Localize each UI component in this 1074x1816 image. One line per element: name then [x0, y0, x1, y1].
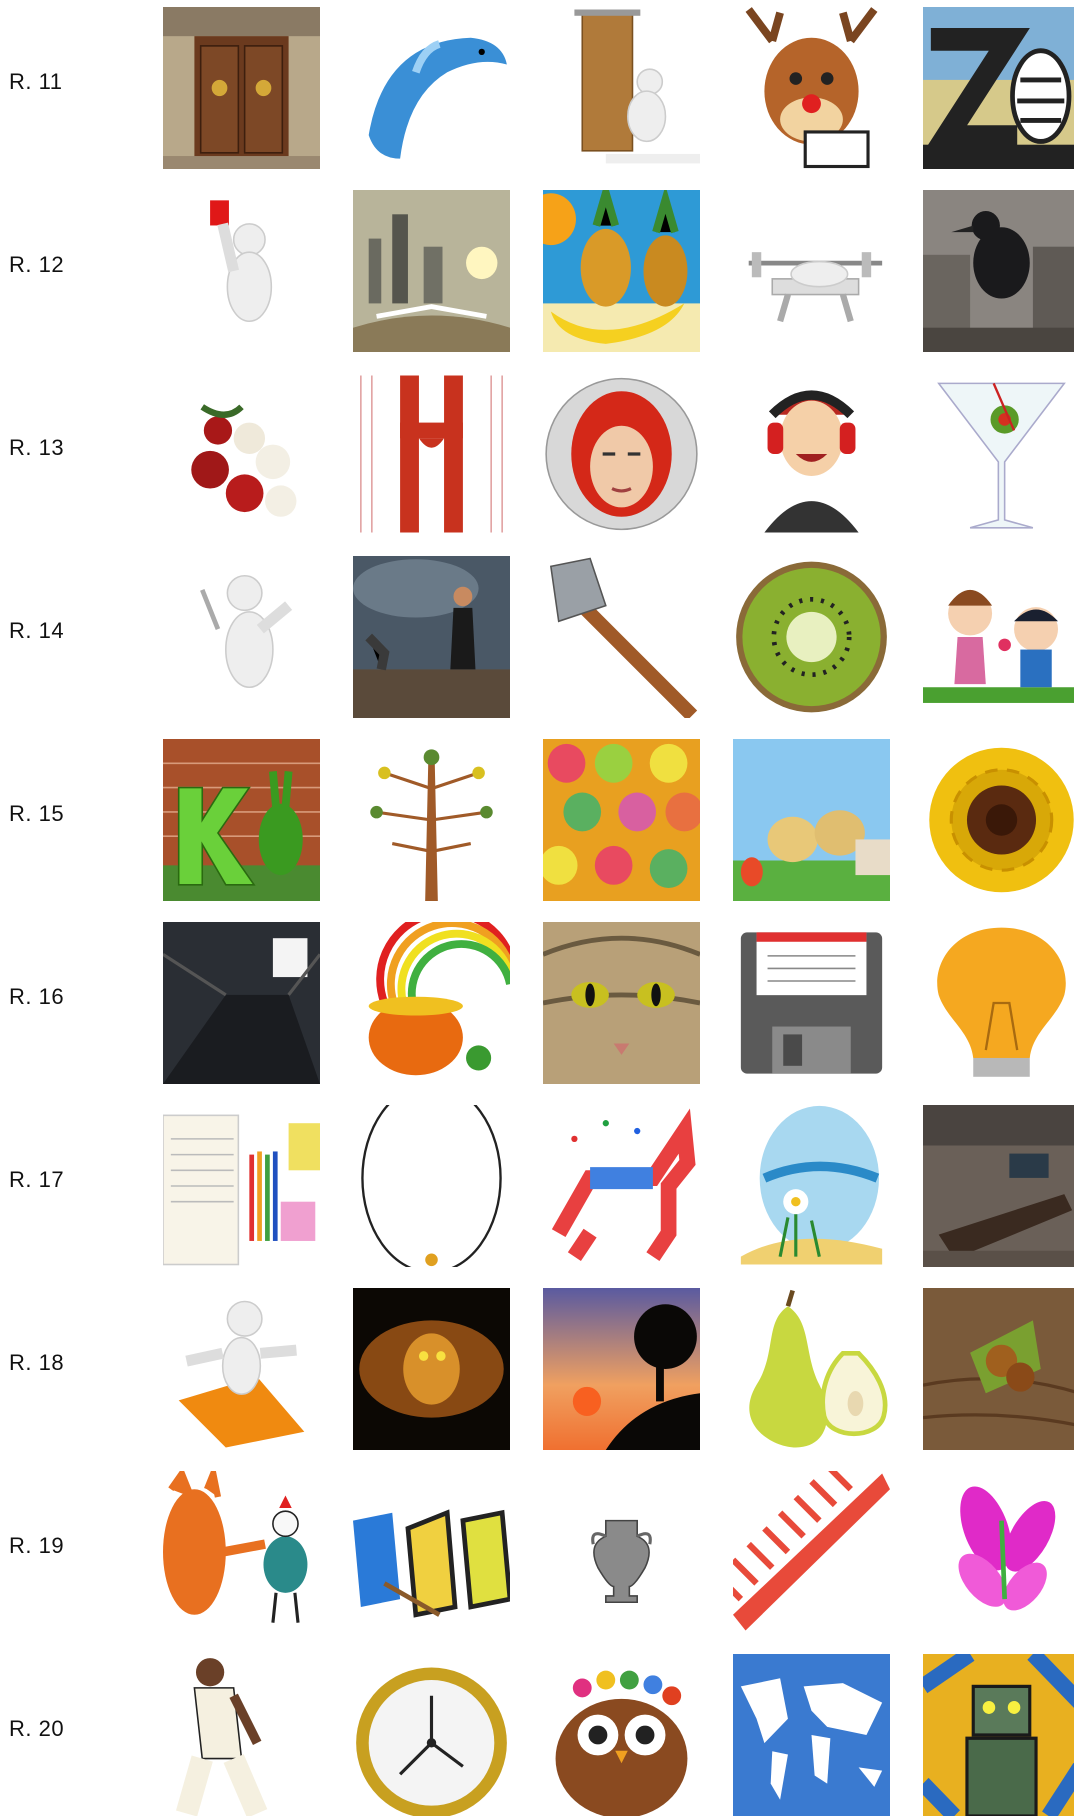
row-label: R. 17 — [9, 1167, 65, 1192]
flowering-tree — [353, 739, 510, 901]
letter-k-rabbit-brick-wall — [163, 739, 320, 901]
conference-room-photo — [923, 1105, 1074, 1267]
easter-chicks — [733, 739, 890, 901]
row-r11 — [0, 7, 1074, 169]
row-label: R. 19 — [9, 1533, 65, 1558]
sunset-island-silhouette — [543, 1288, 700, 1450]
dolphin-illustration — [353, 7, 510, 169]
row-r20 — [0, 1654, 1074, 1816]
golden-gate-tower — [353, 373, 510, 535]
row-label: R. 18 — [9, 1350, 65, 1375]
fox-and-rooster-cartoon — [163, 1471, 320, 1633]
scifi-corridor — [163, 922, 320, 1084]
wall-clock — [353, 1654, 510, 1816]
cartoon-couple-flowers — [923, 556, 1074, 718]
martini-olive-glass — [923, 373, 1074, 535]
rainbow-pattern-unicorn — [543, 1105, 700, 1267]
oval-frame-outline — [353, 1105, 510, 1267]
fiery-owl — [353, 1288, 510, 1450]
figure-yoga-mat-3d — [163, 1288, 320, 1450]
sunflower — [923, 739, 1074, 901]
row-r14 — [0, 556, 1074, 718]
roses-bouquet-photo — [163, 373, 320, 535]
row-r18 — [0, 1288, 1074, 1450]
figure-knife-3d — [163, 556, 320, 718]
kiwi-slice — [733, 556, 890, 718]
world-map-blue — [733, 1654, 890, 1816]
light-bulb — [923, 922, 1074, 1084]
row-r15 — [0, 739, 1074, 901]
row-label: R. 16 — [9, 984, 65, 1009]
row-label: R. 11 — [9, 69, 63, 94]
floppy-disk — [733, 922, 890, 1084]
hazelnuts-on-wood — [923, 1288, 1074, 1450]
wooden-door-photo — [163, 7, 320, 169]
row-label: R. 20 — [9, 1716, 65, 1741]
pink-butterfly — [923, 1471, 1074, 1633]
pineapple-banana-orange — [543, 190, 700, 352]
row-label: R. 15 — [9, 801, 65, 826]
basketball-player — [163, 1654, 320, 1816]
weight-bench-figure-3d — [733, 190, 890, 352]
woman-headphones-cartoon — [733, 373, 890, 535]
robot-graffiti-art — [923, 1654, 1074, 1816]
row-r19 — [0, 1471, 1074, 1633]
zebra-letter-z — [923, 7, 1074, 169]
row-label: R. 14 — [9, 618, 65, 643]
rainbow-pot-of-gold — [353, 922, 510, 1084]
colorful-blobs-pattern — [543, 739, 700, 901]
row-r17 — [0, 1105, 1074, 1267]
raven-castle-photo — [923, 190, 1074, 352]
axe-illustration — [543, 556, 700, 718]
row-label: R. 12 — [9, 252, 65, 277]
paint-boxes-brush — [353, 1471, 510, 1633]
cat-face-closeup — [543, 922, 700, 1084]
row-r16 — [0, 922, 1074, 1084]
reindeer-cartoon — [733, 7, 890, 169]
owl-flower-crown — [543, 1654, 700, 1816]
silver-urn-trophy — [543, 1471, 700, 1633]
city-book-collage — [353, 190, 510, 352]
row-r12 — [0, 190, 1074, 352]
figure-red-card-3d — [163, 190, 320, 352]
boxing-headgear-face — [543, 373, 700, 535]
row-label: R. 13 — [9, 435, 65, 460]
woman-storm-collage — [353, 556, 510, 718]
figure-at-door-3d — [543, 7, 700, 169]
row-r13 — [0, 373, 1074, 535]
easter-egg-daisy — [733, 1105, 890, 1267]
pear-halves — [733, 1288, 890, 1450]
notepad-colored-pencils — [163, 1105, 320, 1267]
red-comb — [733, 1471, 890, 1633]
